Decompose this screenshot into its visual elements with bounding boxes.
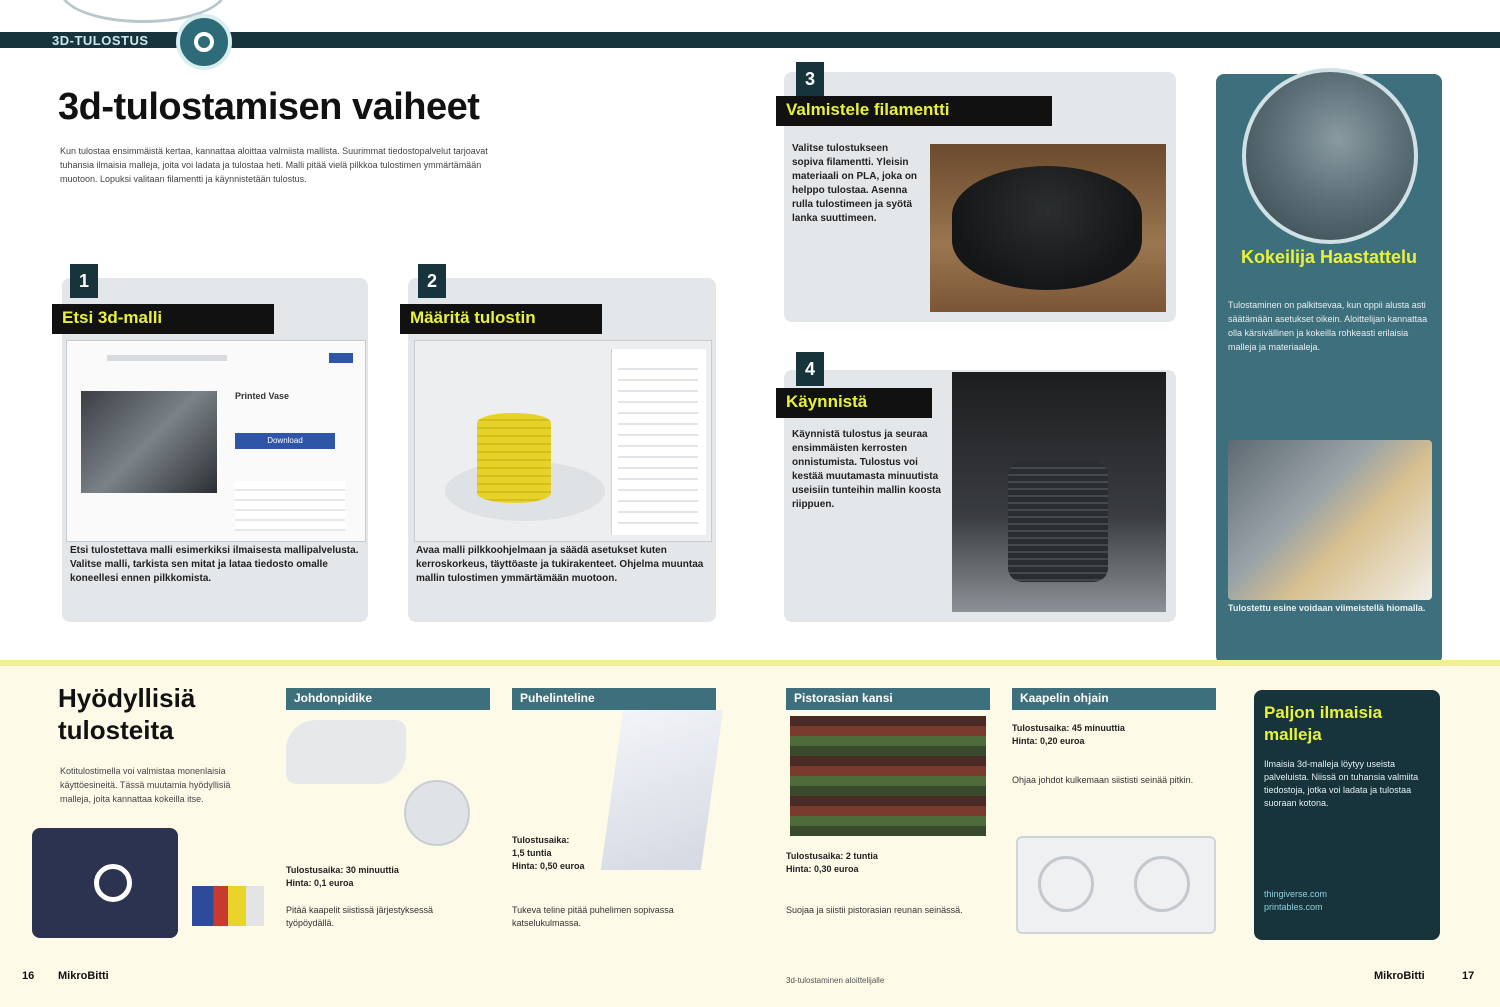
step-caption-3: Valitse tulostukseen sopiva filamentti. Yleisin materiaali on PLA, joka on helppo tulostaa. Asenna rulla tulostimeen ja syötä lanka suuttimeen. bbox=[792, 143, 918, 224]
sidebar-photo bbox=[1228, 440, 1432, 600]
page-number-left: 16 bbox=[22, 970, 35, 982]
nav-placeholder bbox=[107, 355, 227, 361]
bottom-intro: Kotitulostimella voi valmistaa monenlaisia käyttöesineitä. Tässä muutamia hyödyllisiä malleja, joita kannattaa kokeilla itse. bbox=[60, 766, 231, 804]
slicer-screenshot bbox=[414, 340, 712, 542]
brand-left: MikroBitti bbox=[58, 970, 109, 982]
section-tag: 3D-TULOSTUS bbox=[52, 33, 149, 48]
filament-spool-photo bbox=[930, 144, 1166, 312]
step-number-2: 2 bbox=[418, 264, 446, 298]
step-label-4: Käynnistä bbox=[776, 388, 932, 418]
info-box-links[interactable]: thingiverse.com printables.com bbox=[1264, 889, 1328, 912]
info-box-text: Ilmaisia 3d-malleja löytyy useista palveluista. Niissä on tuhansia valmiita tiedostoja, jotka voi ladata ja tulostaa suoraan kotona. bbox=[1264, 759, 1419, 808]
product-spec-2: Tulostusaika: 1,5 tuntia Hinta: 0,50 euroa bbox=[512, 835, 585, 871]
page-title: 3d-tulostamisen vaiheet bbox=[58, 86, 480, 128]
product-desc-3: Suojaa ja siistii pistorasian reunan seinässä. bbox=[786, 905, 963, 915]
step-number-3: 3 bbox=[796, 62, 824, 96]
cable-holder-image bbox=[286, 720, 406, 784]
printer-dial bbox=[94, 864, 132, 902]
band-divider bbox=[0, 660, 1500, 666]
step-caption-2: Avaa malli pilkkoohjelmaan ja säädä asetukset kuten kerroskorkeus, täyttöaste ja tukirakenteet. Ohjelma muuntaa mallin tulostimen ymmärtämään muotoon. bbox=[416, 545, 704, 584]
step-label-1: Etsi 3d-malli bbox=[52, 304, 274, 334]
vase-preview-image bbox=[81, 391, 217, 493]
info-box-title: Paljon ilmaisia malleja bbox=[1264, 703, 1383, 744]
product-header-3: Pistorasian kansi bbox=[786, 688, 990, 710]
outlet-socket-left bbox=[1038, 856, 1094, 912]
printed-vase bbox=[1008, 462, 1108, 582]
page-number-right: 17 bbox=[1462, 970, 1475, 982]
product-desc-2: Tukeva teline pitää puhelimen sopivassa katselukulmassa. bbox=[512, 905, 674, 928]
outlet-cover-image bbox=[1016, 836, 1216, 934]
footer-note: 3d-tulostaminen aloittelijalle bbox=[786, 976, 885, 985]
filament-spool bbox=[952, 166, 1142, 290]
product-desc-4: Ohjaa johdot kulkemaan siististi seinää pitkin. bbox=[1012, 775, 1194, 785]
step-number-1: 1 bbox=[70, 264, 98, 298]
camera-badge-icon bbox=[176, 14, 232, 70]
step-number-4: 4 bbox=[796, 352, 824, 386]
cable-reel-image bbox=[404, 780, 470, 846]
avatar bbox=[1242, 68, 1418, 244]
filament-spools-illustration bbox=[192, 886, 264, 926]
details-table bbox=[235, 481, 345, 531]
printing-photo bbox=[952, 372, 1166, 612]
settings-panel bbox=[611, 349, 706, 535]
bottom-title: Hyödyllisiä tulosteita bbox=[58, 683, 196, 745]
step-label-3: Valmistele filamentti bbox=[776, 96, 1052, 126]
product-spec-4: Tulostusaika: 45 minuuttia Hinta: 0,20 euroa bbox=[1012, 723, 1125, 746]
product-desc-1: Pitää kaapelit siistissä järjestyksessä työpöydällä. bbox=[286, 905, 434, 928]
product-header-1: Johdonpidike bbox=[286, 688, 490, 710]
sidebar-quote: Tulostaminen on palkitsevaa, kun oppii alusta asti säätämään asetukset oikein. Aloittelijan kannattaa olla kärsivällinen ja kokeilla rohkeasti erilaisia malleja ja materiaaleja. bbox=[1228, 300, 1428, 352]
step-caption-4: Käynnistä tulostus ja seuraa ensimmäisten kerrosten onnistumista. Tulostus voi kestää muutamasta minuutista useisiin tunteihin mallin koosta riippuen. bbox=[792, 429, 941, 510]
product-spec-1: Tulostusaika: 30 minuuttia Hinta: 0,1 euroa bbox=[286, 865, 399, 888]
settings-list bbox=[618, 359, 698, 529]
product-spec-3: Tulostusaika: 2 tuntia Hinta: 0,30 euroa bbox=[786, 851, 878, 874]
sidebar-photo-caption: Tulostettu esine voidaan viimeistellä hiomalla. bbox=[1228, 603, 1426, 613]
brand-right: MikroBitti bbox=[1374, 970, 1425, 982]
yellow-vase-model bbox=[477, 413, 551, 503]
product-title: Printed Vase bbox=[235, 391, 290, 401]
intro-text: Kun tulostaa ensimmäistä kertaa, kannattaa aloittaa valmiista mallista. Suurimmat tiedostopalvelut tarjoavat tuhansia ilmaisia malleja, joita voi ladata ja tulostaa heti. Malli pitää vielä pilkkoa tulostimen ymmärtämään muotoon. Lopuksi valitaan filamentti ja käynnistetään tulostus. bbox=[60, 146, 488, 184]
step-label-2: Määritä tulostin bbox=[400, 304, 602, 334]
wall-outlet-photo bbox=[790, 716, 986, 836]
sidebar-name: Kokeilija Haastattelu bbox=[1240, 247, 1418, 267]
product-header-2: Puhelinteline bbox=[512, 688, 716, 710]
step-caption-1: Etsi tulostettava malli esimerkiksi ilmaisesta mallipalvelusta. Valitse malli, tarkista sen mitat ja lataa tiedosto omalle koneellesi ennen pilkkomista. bbox=[70, 545, 359, 584]
printer-illustration bbox=[32, 828, 178, 938]
outlet-socket-right bbox=[1134, 856, 1190, 912]
product-header-4: Kaapelin ohjain bbox=[1012, 688, 1216, 710]
step1-screenshot bbox=[66, 340, 366, 542]
download-button[interactable]: Download bbox=[235, 433, 335, 449]
login-button bbox=[329, 353, 353, 363]
